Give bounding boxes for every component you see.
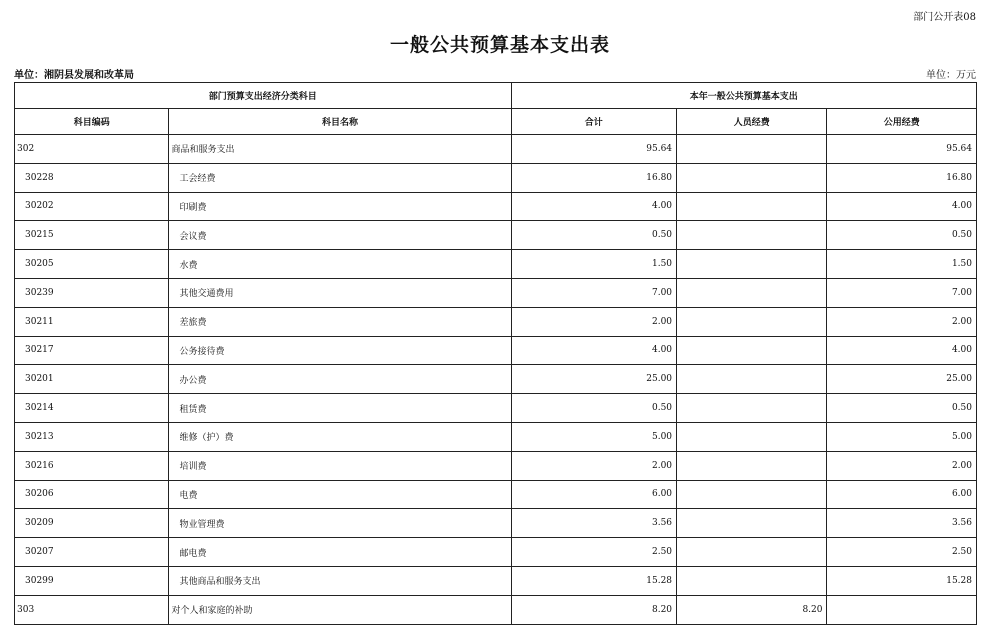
cell-name: 其他交通费用 xyxy=(169,278,511,307)
table-row xyxy=(15,135,977,164)
cell-public: 2.00 xyxy=(827,451,977,480)
cell-public: 5.00 xyxy=(827,422,977,451)
cell-staff xyxy=(677,250,827,279)
cell-total: 16.80 xyxy=(511,163,677,192)
cell-staff xyxy=(677,307,827,336)
cell-name: 邮电费 xyxy=(169,538,511,567)
table-row xyxy=(15,480,977,509)
cell-total: 5.00 xyxy=(511,422,677,451)
cell-public: 4.00 xyxy=(827,192,977,221)
cell-staff xyxy=(677,192,827,221)
cell-public: 0.50 xyxy=(827,394,977,423)
cell-staff xyxy=(677,365,827,394)
cell-code: 30213 xyxy=(15,422,169,451)
cell-code: 30205 xyxy=(15,250,169,279)
cell-total: 4.00 xyxy=(511,192,677,221)
table-row xyxy=(15,595,977,624)
cell-total: 25.00 xyxy=(511,365,677,394)
cell-public: 0.50 xyxy=(827,221,977,250)
table-row xyxy=(15,250,977,279)
cell-name: 商品和服务支出 xyxy=(169,135,511,164)
cell-total: 15.28 xyxy=(511,566,677,595)
cell-code: 302 xyxy=(15,135,169,164)
cell-staff xyxy=(677,538,827,567)
cell-code: 30216 xyxy=(15,451,169,480)
cell-name: 工会经费 xyxy=(169,163,511,192)
cell-name: 租赁费 xyxy=(169,394,511,423)
cell-name: 其他商品和服务支出 xyxy=(169,566,511,595)
form-code: 部门公开表08 xyxy=(913,12,976,23)
cell-total: 95.64 xyxy=(511,135,677,164)
cell-staff xyxy=(677,221,827,250)
cell-name: 对个人和家庭的补助 xyxy=(169,595,511,624)
cell-total: 7.00 xyxy=(511,278,677,307)
column-header-code: 科目编码 xyxy=(15,109,169,135)
cell-total: 6.00 xyxy=(511,480,677,509)
cell-code: 303 xyxy=(15,595,169,624)
table-row xyxy=(15,336,977,365)
cell-name: 公务接待费 xyxy=(169,336,511,365)
cell-total: 0.50 xyxy=(511,394,677,423)
cell-staff xyxy=(677,163,827,192)
page-title: 一般公共预算基本支出表 xyxy=(389,34,610,56)
cell-code: 30228 xyxy=(15,163,169,192)
cell-public: 2.50 xyxy=(827,538,977,567)
table-row xyxy=(15,451,977,480)
cell-total: 1.50 xyxy=(511,250,677,279)
cell-public: 4.00 xyxy=(827,336,977,365)
column-header-total: 合计 xyxy=(511,109,677,135)
cell-public: 15.28 xyxy=(827,566,977,595)
group-header-row xyxy=(15,83,977,109)
cell-code: 30209 xyxy=(15,509,169,538)
cell-code: 30211 xyxy=(15,307,169,336)
table-row xyxy=(15,307,977,336)
table-row xyxy=(15,509,977,538)
cell-staff xyxy=(677,451,827,480)
cell-name: 水费 xyxy=(169,250,511,279)
table-row xyxy=(15,538,977,567)
table-body xyxy=(15,135,977,625)
table-row xyxy=(15,163,977,192)
cell-name: 会议费 xyxy=(169,221,511,250)
cell-staff xyxy=(677,135,827,164)
cell-code: 30207 xyxy=(15,538,169,567)
cell-staff xyxy=(677,509,827,538)
cell-name: 印刷费 xyxy=(169,192,511,221)
cell-public xyxy=(827,595,977,624)
cell-name: 维修（护）费 xyxy=(169,422,511,451)
cell-total: 8.20 xyxy=(511,595,677,624)
cell-public: 16.80 xyxy=(827,163,977,192)
cell-public: 7.00 xyxy=(827,278,977,307)
cell-total: 3.56 xyxy=(511,509,677,538)
table-row xyxy=(15,566,977,595)
cell-total: 4.00 xyxy=(511,336,677,365)
cell-staff xyxy=(677,394,827,423)
cell-staff xyxy=(677,566,827,595)
unit-label-right: 单位：万元 xyxy=(926,70,976,81)
column-header-public: 公用经费 xyxy=(827,109,977,135)
cell-public: 1.50 xyxy=(827,250,977,279)
cell-total: 0.50 xyxy=(511,221,677,250)
table-row xyxy=(15,365,977,394)
cell-total: 2.00 xyxy=(511,451,677,480)
unit-label-left: 单位：湘阴县发展和改革局 xyxy=(14,70,134,81)
cell-code: 30217 xyxy=(15,336,169,365)
cell-staff xyxy=(677,278,827,307)
cell-staff xyxy=(677,422,827,451)
cell-name: 培训费 xyxy=(169,451,511,480)
budget-table xyxy=(14,82,977,625)
column-header-staff: 人员经费 xyxy=(677,109,827,135)
cell-staff xyxy=(677,336,827,365)
cell-code: 30299 xyxy=(15,566,169,595)
cell-code: 30206 xyxy=(15,480,169,509)
table-row xyxy=(15,278,977,307)
cell-staff: 8.20 xyxy=(677,595,827,624)
cell-code: 30202 xyxy=(15,192,169,221)
column-header-row xyxy=(15,109,977,135)
table-row xyxy=(15,221,977,250)
budget-table-container xyxy=(14,82,977,625)
table-row xyxy=(15,422,977,451)
cell-name: 办公费 xyxy=(169,365,511,394)
cell-name: 差旅费 xyxy=(169,307,511,336)
cell-total: 2.50 xyxy=(511,538,677,567)
cell-name: 电费 xyxy=(169,480,511,509)
column-header-name: 科目名称 xyxy=(169,109,511,135)
cell-code: 30215 xyxy=(15,221,169,250)
group-header-classification: 部门预算支出经济分类科目 xyxy=(15,83,512,109)
group-header-expenditure: 本年一般公共预算基本支出 xyxy=(511,83,976,109)
cell-public: 3.56 xyxy=(827,509,977,538)
cell-public: 2.00 xyxy=(827,307,977,336)
cell-name: 物业管理费 xyxy=(169,509,511,538)
cell-code: 30214 xyxy=(15,394,169,423)
cell-public: 25.00 xyxy=(827,365,977,394)
cell-code: 30201 xyxy=(15,365,169,394)
cell-code: 30239 xyxy=(15,278,169,307)
cell-total: 2.00 xyxy=(511,307,677,336)
cell-staff xyxy=(677,480,827,509)
cell-public: 95.64 xyxy=(827,135,977,164)
cell-public: 6.00 xyxy=(827,480,977,509)
table-row xyxy=(15,192,977,221)
table-row xyxy=(15,394,977,423)
